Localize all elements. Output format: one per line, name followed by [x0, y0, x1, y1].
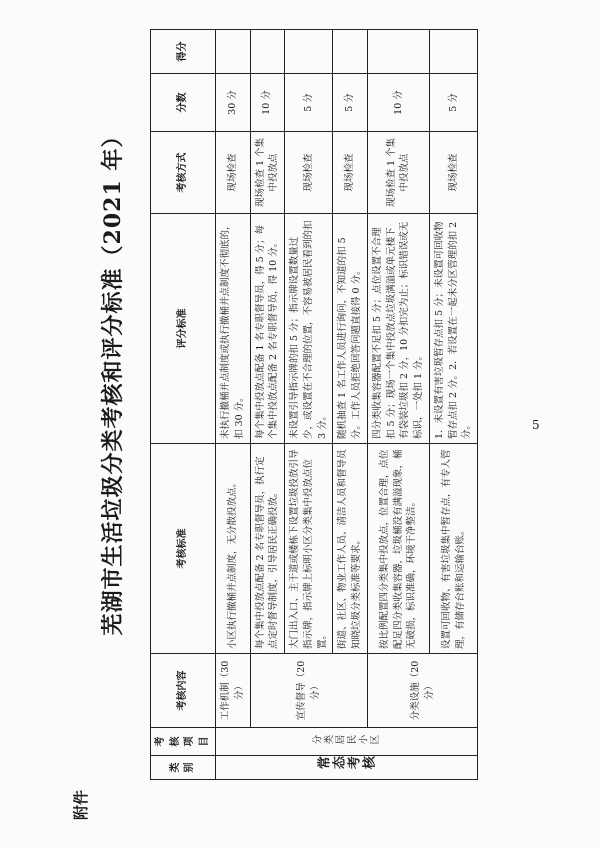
- category-cell: [216, 756, 478, 780]
- table-row: [367, 30, 429, 780]
- obtained-cell: [285, 30, 333, 74]
- table-row: [250, 30, 285, 780]
- col-header-content: 考核内容: [151, 654, 216, 728]
- obtained-cell: [333, 30, 368, 74]
- score-cell: 5 分: [429, 74, 477, 132]
- score-cell: 10 分: [250, 74, 285, 132]
- method-cell: 现场检查: [285, 132, 333, 214]
- scoring-cell: 四分类收集容器配置不足扣 5 分；点位设置不合理扣 5 分；现场一个集中投放点垃圾满溢或单元楼下有袋装垃圾扣 2 分，10 分扣完为止；标识错误或无标识，一处扣 1 分。: [367, 214, 429, 444]
- table-row: [216, 30, 251, 780]
- score-cell: 5 分: [333, 74, 368, 132]
- method-cell: 现场检查: [216, 132, 251, 214]
- scoring-cell: 未执行撤桶并点制度或执行撤桶并点制度不彻底的，扣 30 分。: [216, 214, 251, 444]
- score-cell: 30 分: [216, 74, 251, 132]
- col-header-project: 考核项目: [151, 728, 216, 756]
- method-cell: 现场检查 1 个集中投放点: [367, 132, 429, 214]
- attachment-label: 附件: [72, 789, 90, 820]
- project-text: 分类居民小区: [312, 735, 382, 747]
- col-header-method: 考核方式: [151, 132, 216, 214]
- standard-cell: 街道、社区、物业工作人员、清洁人员和督导员知晓垃圾分类标准等要求。: [333, 444, 368, 654]
- col-header-score: 分数: [151, 74, 216, 132]
- document-title: 芜湖市生活垃圾分类考核和评分标准（2021 年）: [100, 124, 126, 636]
- obtained-cell: [216, 30, 251, 74]
- col-header-scoring: 评分标准: [151, 214, 216, 444]
- content-cell: 宣传督导（20 分）: [250, 654, 367, 728]
- method-cell: 现场检查: [333, 132, 368, 214]
- scoring-table: [150, 29, 478, 780]
- page-number: 5: [532, 418, 540, 432]
- scoring-cell: 1．未设置有害垃圾暂存点扣 5 分；未设置可回收物暂存点扣 2 分。2．若设置在一起未分区管理的扣 2 分。: [429, 214, 477, 444]
- project-cell: [216, 728, 478, 756]
- scoring-cell: 未设置引导指示牌的扣 5 分；指示牌设置数量过少，或设置在不合理的位置，不容易被居民看到的扣 3 分。: [285, 214, 333, 444]
- score-cell: 5 分: [285, 74, 333, 132]
- col-header-standard: 考核标准: [151, 444, 216, 654]
- method-cell: 现场检查 1 个集中投放点: [250, 132, 285, 214]
- content-cell: 工作机制（30 分）: [216, 654, 251, 728]
- obtained-cell: [429, 30, 477, 74]
- method-cell: 现场检查: [429, 132, 477, 214]
- score-cell: 10 分: [367, 74, 429, 132]
- standard-cell: 小区执行撤桶并点制度，无分散投放点。: [216, 444, 251, 654]
- scoring-cell: 随机抽查 1 名工作人员进行询问，不知道的扣 5 分。工作人员拒绝回答问题直接得 0 分。: [333, 214, 368, 444]
- col-header-category: 类别: [151, 756, 216, 780]
- table-header-row: [151, 30, 216, 780]
- standard-cell: 设置可回收物、有害垃圾集中暂存点，有专人管理，有储存台账和运输台账。: [429, 444, 477, 654]
- standard-cell: 每个集中投放点配备 2 名专职督导员，执行定点定时督导制度，引导居民正确投放。: [250, 444, 285, 654]
- standard-cell: 大门出入口、主干道或楼栋下设置垃圾投放引导指示牌，指示牌上标明小区分类集中投放点位置。: [285, 444, 333, 654]
- content-cell: 分类设施（20 分）: [367, 654, 477, 728]
- rotated-document: [70, 30, 590, 820]
- obtained-cell: [367, 30, 429, 74]
- category-text: 常态考核: [316, 757, 377, 773]
- col-header-obtained: 得分: [151, 30, 216, 74]
- obtained-cell: [250, 30, 285, 74]
- standard-cell: 按比例配置四分类集中投放点，位置合理，点位配足四分类收集容器，垃圾桶没有满溢现象，桶无破损，标识准确，环境干净整洁。: [367, 444, 429, 654]
- scoring-cell: 每个集中投放点配备 1 名专职督导员，得 5 分；每个集中投放点配备 2 名专职督导员，得 10 分。: [250, 214, 285, 444]
